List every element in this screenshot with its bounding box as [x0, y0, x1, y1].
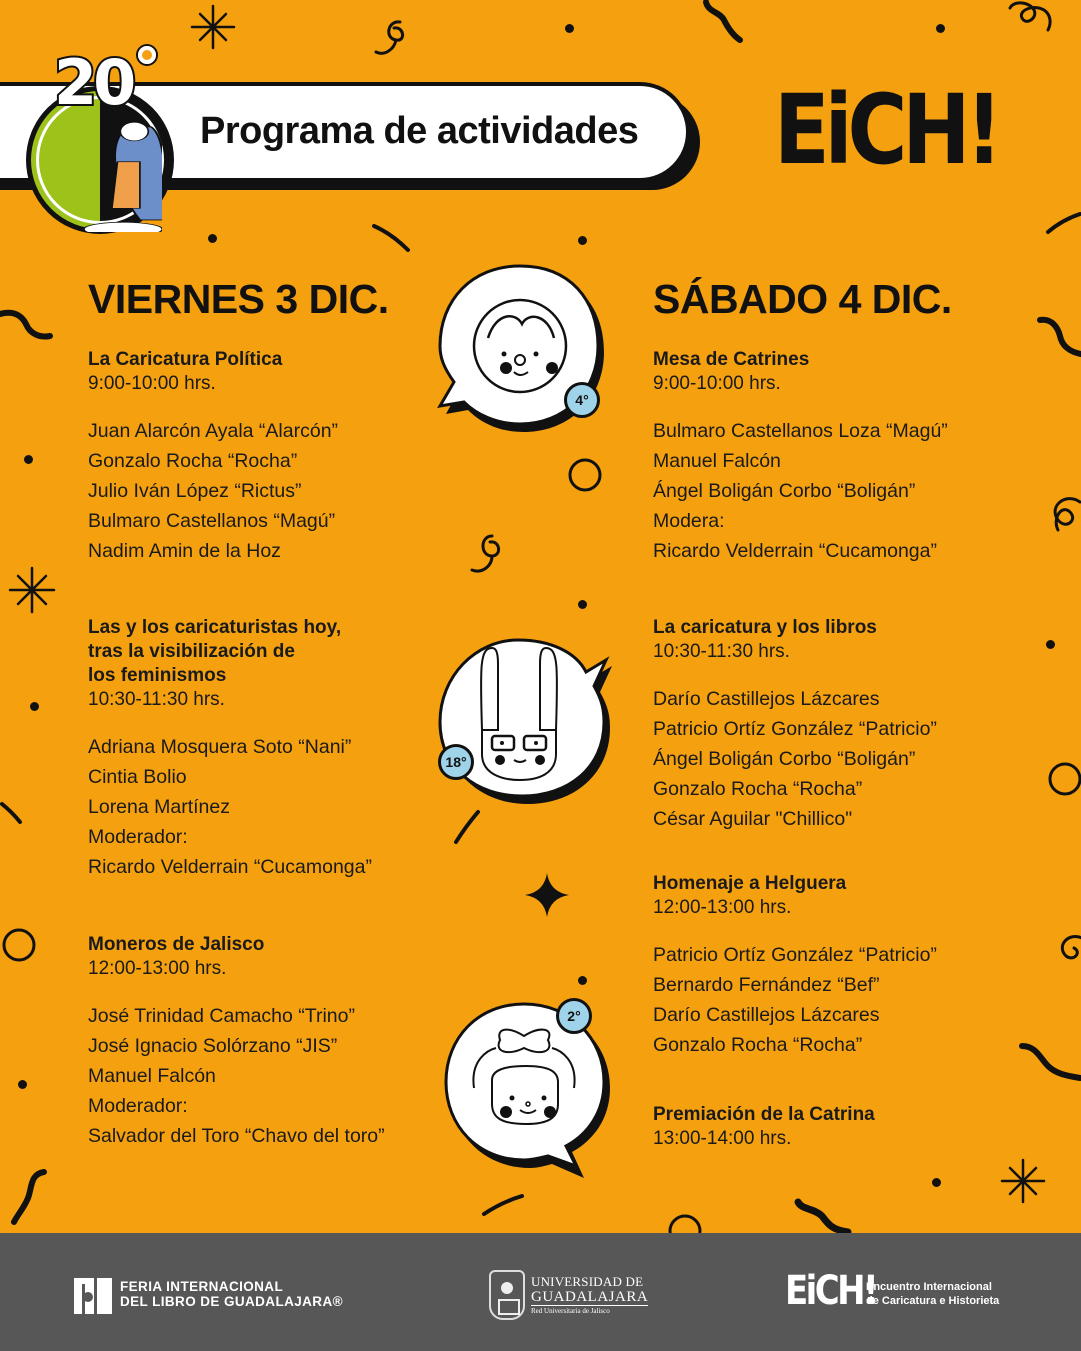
day-title-saturday: SÁBADO 4 DIC. [653, 276, 952, 322]
squiggle-icon [1018, 1040, 1081, 1088]
session-time: 10:30-11:30 hrs. [653, 641, 790, 662]
participant: Patricio Ortíz González “Patricio” [653, 718, 937, 740]
age-badge: 4° [564, 382, 600, 418]
eich-full-name: Encuentro Internacional de Caricatura e Historieta [866, 1281, 1000, 1307]
participant-list [653, 416, 1013, 566]
session-title: Homenaje a Helguera [653, 873, 847, 894]
squiggle-icon [10, 1166, 50, 1226]
dot-icon [208, 234, 217, 243]
circle-outline-icon [1046, 760, 1081, 798]
participant: Gonzalo Rocha “Rocha” [653, 778, 863, 800]
udg-seal-icon [489, 1270, 525, 1320]
participant-list [653, 684, 1013, 834]
moderator-label: Moderador: [88, 826, 188, 848]
swirl-icon [1054, 930, 1081, 970]
squiggle-icon [700, 0, 744, 44]
participant: Bulmaro Castellanos “Magú” [88, 510, 336, 532]
session-title: La Caricatura Política [88, 349, 283, 370]
dot-icon [1046, 640, 1055, 649]
dash-icon [370, 222, 412, 254]
participant: Manuel Falcón [653, 450, 781, 472]
session-title: Premiación de la Catrina [653, 1104, 875, 1125]
session [653, 348, 1013, 566]
participant: Darío Castillejos Lázcares [653, 688, 880, 710]
anniversary-number: 20 [54, 46, 133, 119]
squiggle-icon [1036, 312, 1081, 362]
circle-outline-icon [566, 456, 604, 494]
swirl-icon [466, 530, 510, 578]
degree-symbol [138, 46, 156, 64]
session-title: Moneros de Jalisco [88, 934, 265, 955]
sparkle-icon [190, 4, 236, 50]
swirl-icon [370, 16, 414, 60]
participant: Ricardo Velderrain “Cucamonga” [88, 856, 372, 878]
dot-icon [565, 24, 574, 33]
participant: Patricio Ortíz González “Patricio” [653, 944, 937, 966]
day-title-friday: VIERNES 3 DIC. [88, 276, 389, 322]
age-badge: 18° [438, 744, 474, 780]
participant: Juan Alarcón Ayala “Alarcón” [88, 420, 339, 442]
eich-logo-text: EiCH! [774, 74, 998, 186]
participant-list [88, 732, 448, 882]
participant: Ángel Boligán Corbo “Boligán” [653, 480, 916, 502]
sponsor-footer [0, 1233, 1081, 1351]
participant: Cintia Bolio [88, 766, 187, 788]
participant-list [653, 940, 1013, 1060]
participant: Lorena Martínez [88, 796, 230, 818]
participant: Gonzalo Rocha “Rocha” [653, 1034, 863, 1056]
participant: Gonzalo Rocha “Rocha” [88, 450, 298, 472]
dash-icon [1044, 210, 1081, 236]
sparkle-icon [1000, 1158, 1046, 1204]
dot-icon [18, 1080, 27, 1089]
page-title: Programa de actividades [200, 110, 639, 152]
session-title: La caricatura y los libros [653, 617, 877, 638]
session [88, 616, 448, 882]
swirl-icon [1004, 0, 1058, 36]
session-time: 13:00-14:00 hrs. [653, 1128, 792, 1149]
anniversary-badge [22, 46, 182, 231]
dash-icon [452, 808, 482, 846]
fil-name: FERIA INTERNACIONAL DEL LIBRO DE GUADALAJARA® [120, 1279, 343, 1309]
session-time: 12:00-13:00 hrs. [88, 958, 227, 979]
moderator-label: Moderador: [88, 1095, 188, 1117]
udg-name: UNIVERSIDAD DE GUADALAJARA Red Universitaria de Jalisco [531, 1274, 649, 1315]
participant: Nadim Amin de la Hoz [88, 540, 281, 562]
speech-bubble-bunny [436, 636, 606, 806]
session-title: Las y los caricaturistas hoy, tras la visibilización de los feminismos [88, 617, 342, 686]
squiggle-icon [792, 1196, 862, 1236]
session-title: Mesa de Catrines [653, 349, 810, 370]
dot-icon [578, 236, 587, 245]
eich-footer-logo: EiCH! [785, 1268, 877, 1314]
speech-bubble-girl-bow [444, 1000, 614, 1170]
four-point-star-icon [524, 872, 570, 918]
bunny-illustration [436, 636, 606, 806]
participant: Salvador del Toro “Chavo del toro” [88, 1125, 385, 1147]
participant: Manuel Falcón [88, 1065, 216, 1087]
squiggle-icon [0, 306, 54, 346]
age-badge: 2° [556, 998, 592, 1034]
participant: Bulmaro Castellanos Loza “Magú” [653, 420, 948, 442]
dot-icon [932, 1178, 941, 1187]
fil-logo-icon [74, 1278, 112, 1314]
participant: Darío Castillejos Lázcares [653, 1004, 880, 1026]
participant: Bernardo Fernández “Bef” [653, 974, 880, 996]
participant: Adriana Mosquera Soto “Nani” [88, 736, 352, 758]
session [653, 1103, 1013, 1151]
participant: Ricardo Velderrain “Cucamonga” [653, 540, 937, 562]
eich-logo [774, 74, 998, 186]
session-time: 12:00-13:00 hrs. [653, 897, 792, 918]
participant-list [88, 416, 448, 566]
session [653, 872, 1013, 1060]
swirl-icon [1044, 490, 1081, 540]
dash-icon [480, 1192, 526, 1218]
participant: Ángel Boligán Corbo “Boligán” [653, 748, 916, 770]
participant-list [88, 1001, 448, 1151]
moderator-label: Modera: [653, 510, 725, 532]
participant: José Ignacio Solórzano “JIS” [88, 1035, 338, 1057]
session [88, 348, 448, 566]
session-time: 9:00-10:00 hrs. [88, 373, 216, 394]
participant: César Aguilar "Chillico" [653, 808, 853, 830]
session-time: 9:00-10:00 hrs. [653, 373, 781, 394]
dot-icon [578, 976, 587, 985]
session-time: 10:30-11:30 hrs. [88, 689, 225, 710]
circle-outline-icon [0, 926, 38, 964]
session [653, 616, 1013, 834]
dot-icon [30, 702, 39, 711]
participant: Julio Iván López “Rictus” [88, 480, 302, 502]
dash-icon [0, 800, 24, 826]
dot-icon [24, 455, 33, 464]
session [88, 933, 448, 1151]
sparkle-icon [8, 566, 56, 614]
dot-icon [936, 24, 945, 33]
dot-icon [578, 600, 587, 609]
participant: José Trinidad Camacho “Trino” [88, 1005, 355, 1027]
speech-bubble-girl [436, 264, 606, 434]
